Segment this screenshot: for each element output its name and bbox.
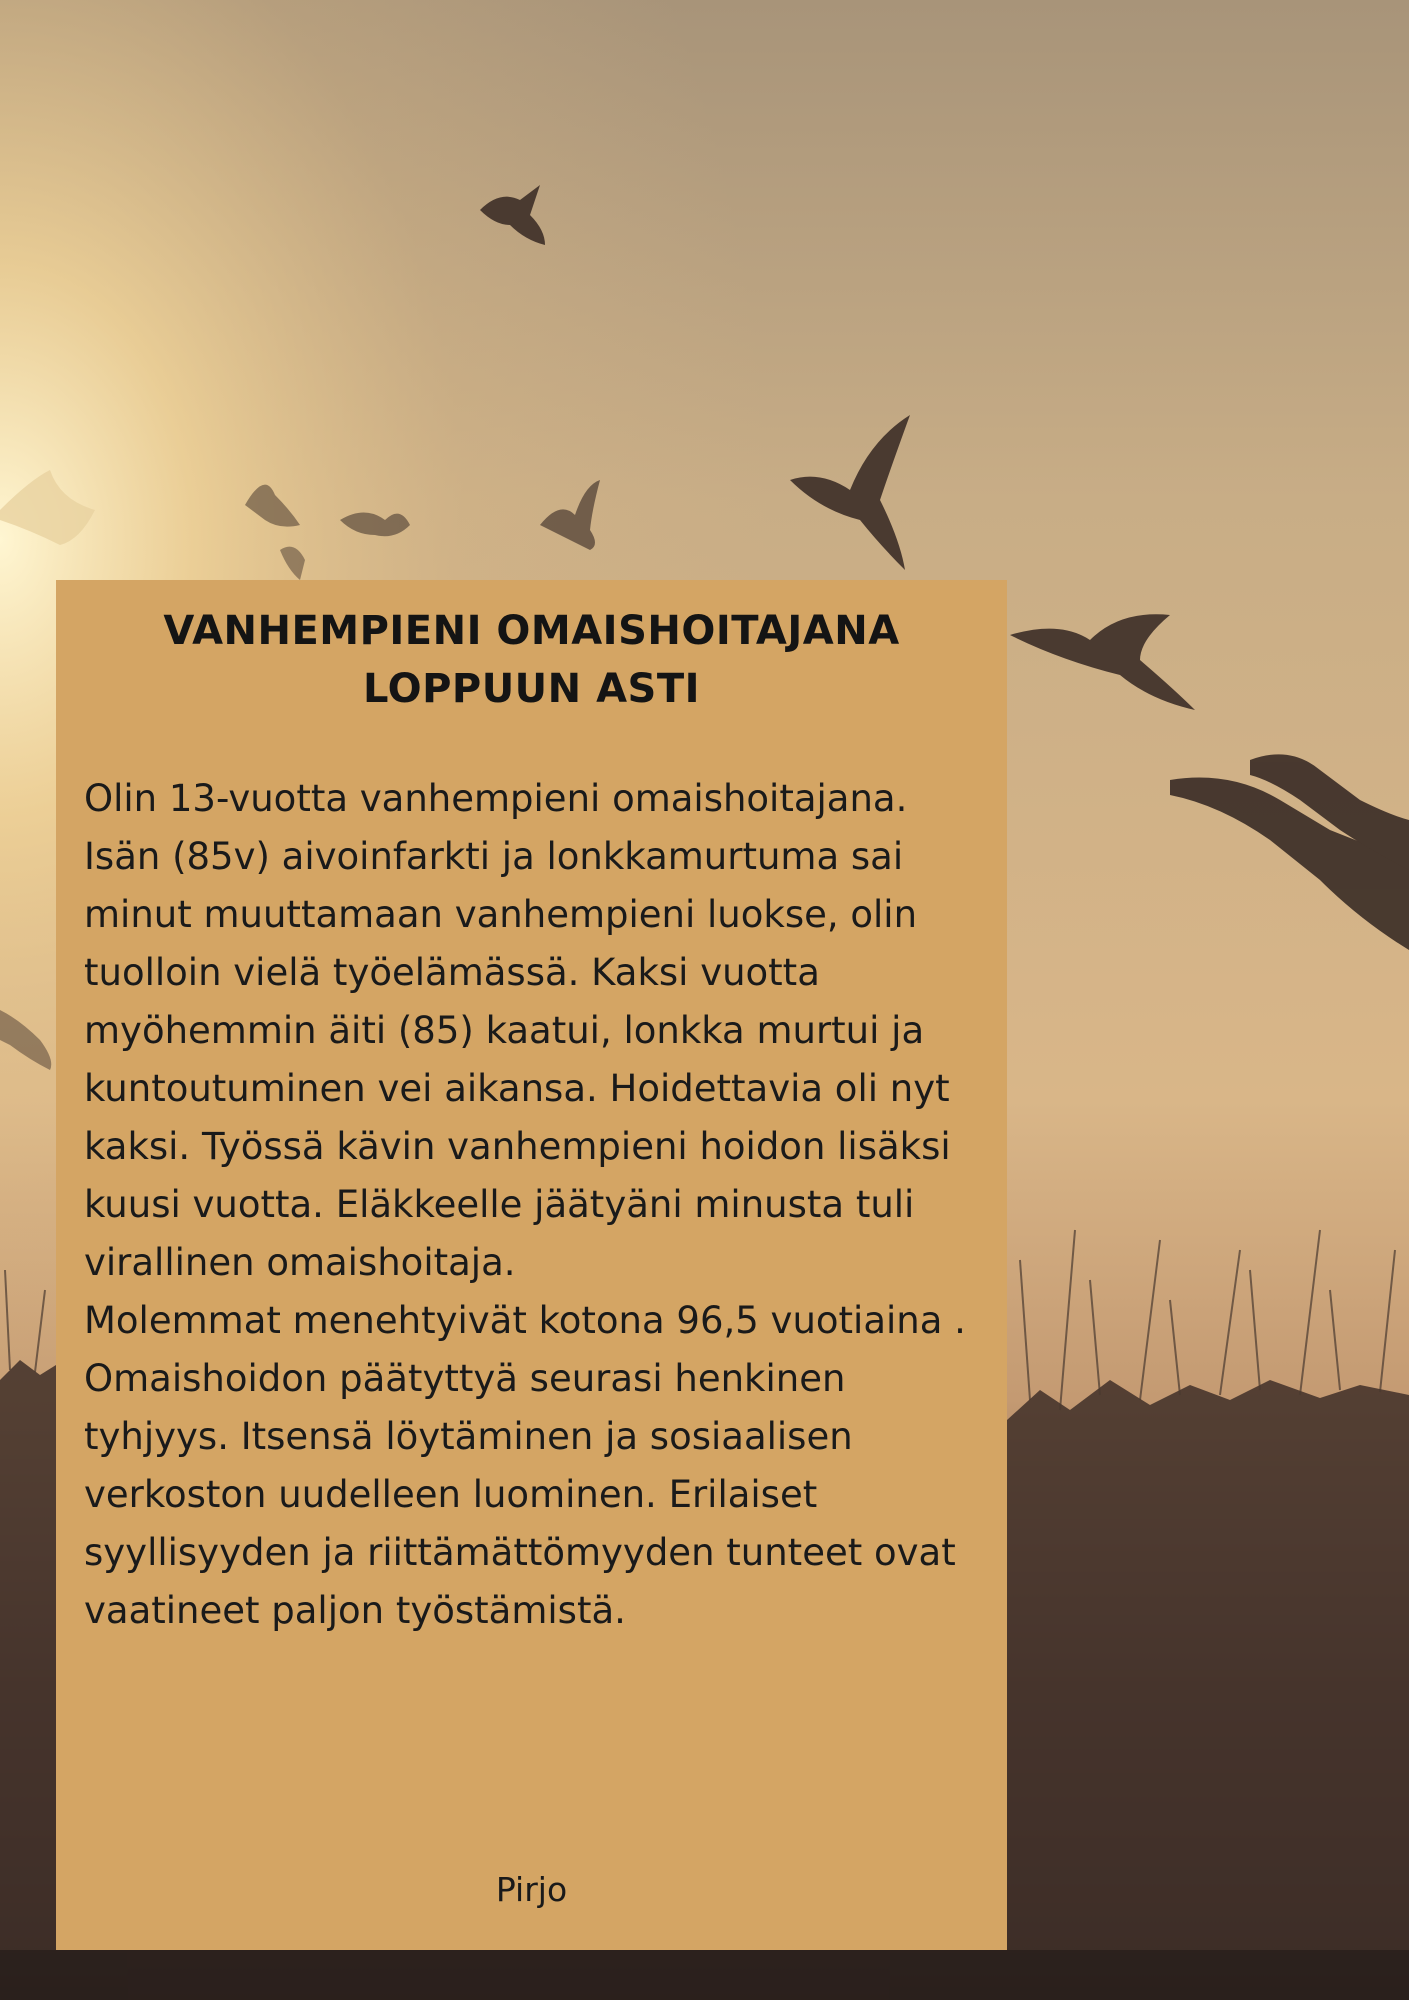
article-title [84,602,979,718]
title-line-1: VANHEMPIENI OMAISHOITAJANA [163,608,900,654]
story-body [84,770,979,1640]
title-line-2: LOPPUUN ASTI [363,666,700,712]
story-card [56,580,1007,1950]
author-signature: Pirjo [495,1870,568,1909]
story-paragraph: Molemmat menehtyivät kotona 96,5 vuotiaina . Omaishoidon päätyttyä seurasi henkinen tyhjyys. Itsensä löytäminen ja sosiaalisen verkoston uudelleen luominen. Erilaiset syyllisyyden ja riittämättömyyden tunteet ovat vaatineet paljon työstämistä. [84,1299,966,1632]
story-paragraph: Olin 13-vuotta vanhempieni omaishoitajana. Isän (85v) aivoinfarkti ja lonkkamurtuma sai minut muuttamaan vanhempieni luokse, olin tuolloin vielä työelämässä. Kaksi vuotta myöhemmin äiti (85) kaatui, lonkka murtui ja kuntoutuminen vei aikansa. Hoidettavia oli nyt kaksi. Työssä kävin vanhempieni hoidon lisäksi kuusi vuotta. Eläkkeelle jäätyäni minusta tuli virallinen omaishoitaja. [84,777,951,1284]
